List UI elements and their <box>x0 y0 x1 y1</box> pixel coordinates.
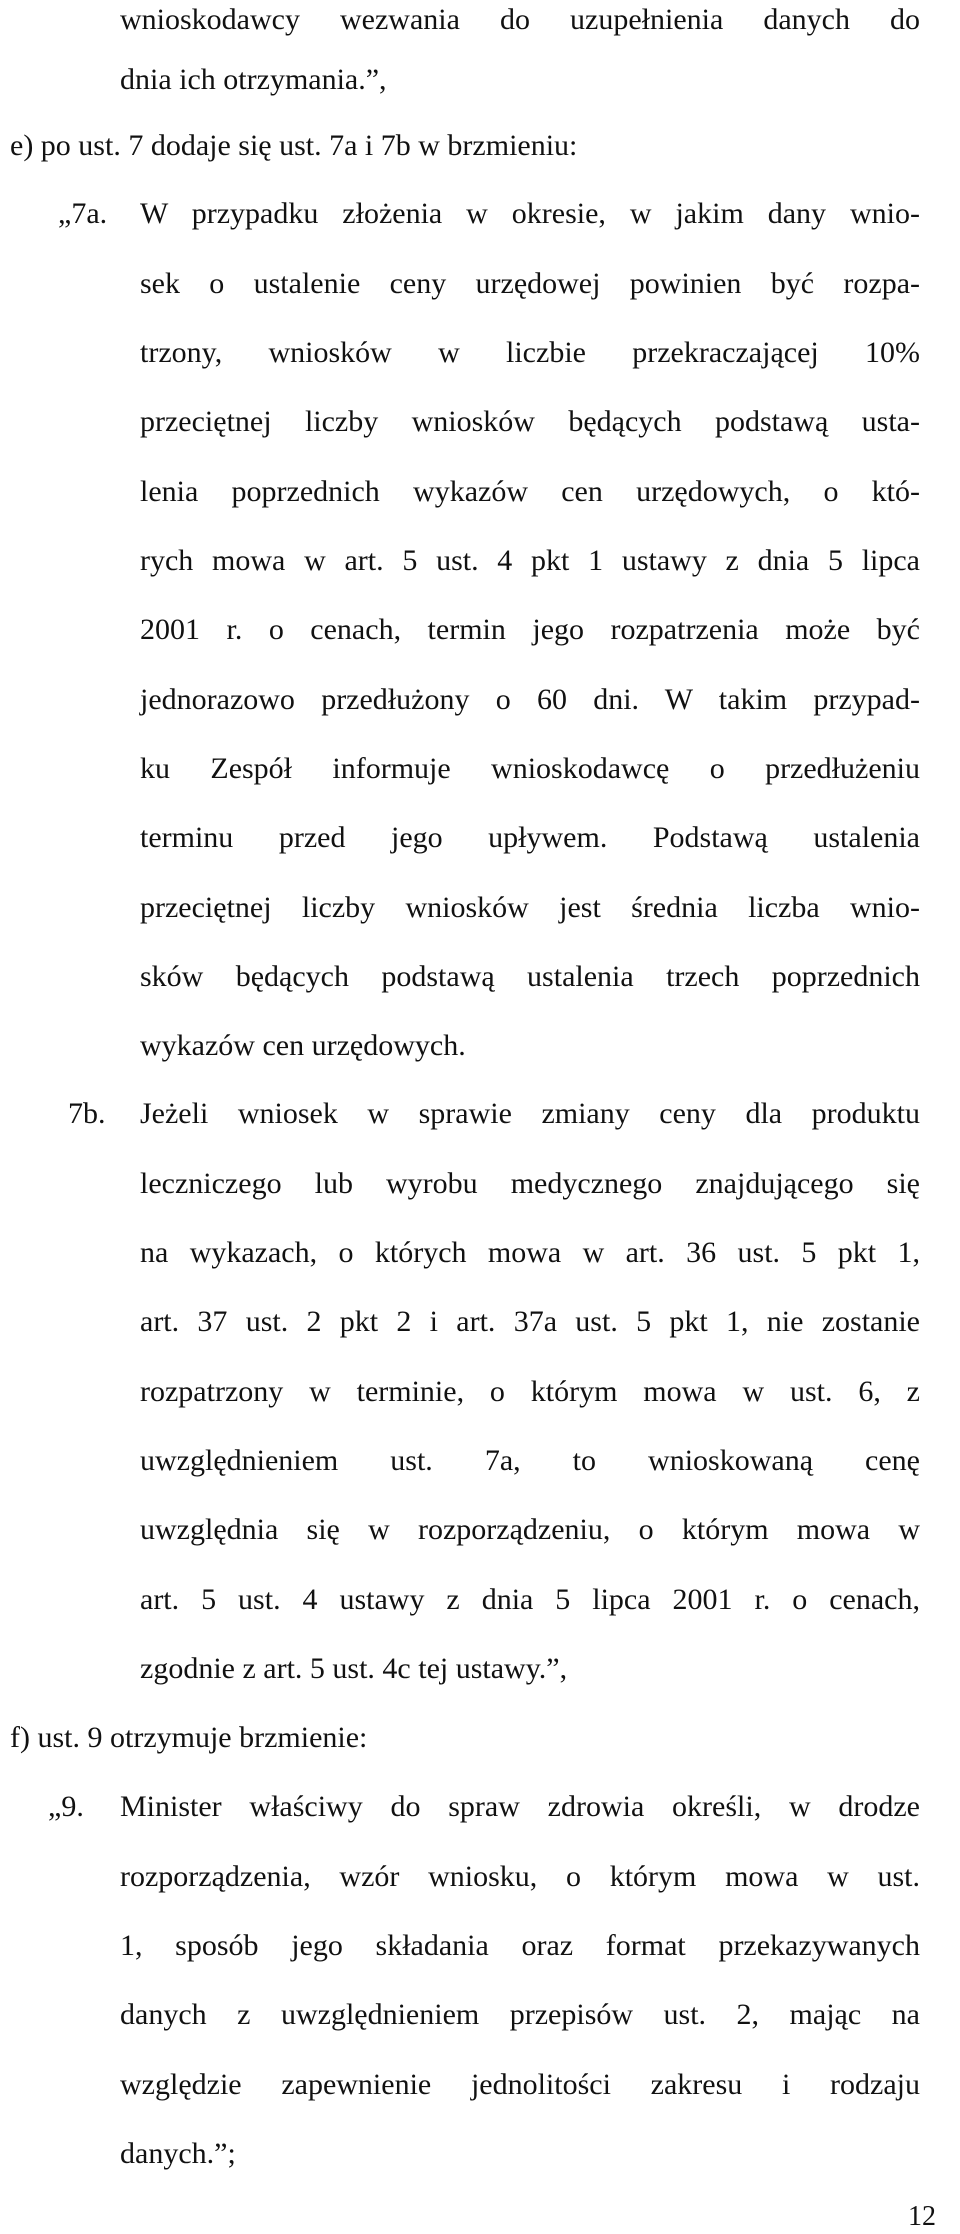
text-line: leczniczego lub wyrobu medycznego znajdującego się <box>140 1167 920 1200</box>
text-line: przeciętnej liczby wniosków jest średnia liczba wnio- <box>140 891 920 924</box>
text-line: rych mowa w art. 5 ust. 4 pkt 1 ustawy z dnia 5 lipca <box>140 544 920 577</box>
list-item-f: f) ust. 9 otrzymuje brzmienie: <box>10 1721 368 1754</box>
text-line: art. 37 ust. 2 pkt 2 i art. 37a ust. 5 pkt 1, nie zostanie <box>140 1305 920 1338</box>
text-line: Jeżeli wniosek w sprawie zmiany ceny dla produktu <box>140 1097 920 1130</box>
paragraph-marker-9: „9. <box>48 1790 84 1823</box>
text-line: danych.”; <box>120 2137 236 2170</box>
paragraph-marker-7b: 7b. <box>68 1097 106 1130</box>
text-line: Minister właściwy do spraw zdrowia określi, w drodze <box>120 1790 920 1823</box>
text-line: sek o ustalenie ceny urzędowej powinien być rozpa- <box>140 267 920 300</box>
text-line: na wykazach, o których mowa w art. 36 ust. 5 pkt 1, <box>140 1236 920 1269</box>
text-line: względzie zapewnienie jednolitości zakresu i rodzaju <box>120 2068 920 2101</box>
text-line: rozporządzenia, wzór wniosku, o którym mowa w ust. <box>120 1860 920 1893</box>
text-line: art. 5 ust. 4 ustawy z dnia 5 lipca 2001 r. o cenach, <box>140 1583 920 1616</box>
text-line: W przypadku złożenia w okresie, w jakim dany wnio- <box>140 197 920 230</box>
text-line: uwzględnieniem ust. 7a, to wnioskowaną cenę <box>140 1444 920 1477</box>
list-item-e: e) po ust. 7 dodaje się ust. 7a i 7b w brzmieniu: <box>10 129 578 162</box>
text-line: trzony, wniosków w liczbie przekraczającej 10% <box>140 336 920 369</box>
text-line: ku Zespół informuje wnioskodawcę o przedłużeniu <box>140 752 920 785</box>
text-line: jednorazowo przedłużony o 60 dni. W takim przypad- <box>140 683 920 716</box>
text-line: terminu przed jego upływem. Podstawą ustalenia <box>140 821 920 854</box>
text-line: 1, sposób jego składania oraz format przekazywanych <box>120 1929 920 1962</box>
text-line: wykazów cen urzędowych. <box>140 1029 466 1062</box>
text-line: przeciętnej liczby wniosków będących podstawą usta- <box>140 405 920 438</box>
text-line: dnia ich otrzymania.”, <box>120 63 387 96</box>
text-line: zgodnie z art. 5 ust. 4c tej ustawy.”, <box>140 1652 568 1685</box>
text-line: rozpatrzony w terminie, o którym mowa w ust. 6, z <box>140 1375 920 1408</box>
text-line: danych z uwzględnieniem przepisów ust. 2, mając na <box>120 1998 920 2031</box>
text-line: wnioskodawcy wezwania do uzupełnienia danych do <box>120 3 920 36</box>
text-line: sków będących podstawą ustalenia trzech poprzednich <box>140 960 920 993</box>
page-number: 12 <box>908 2201 936 2232</box>
text-line: uwzględnia się w rozporządzeniu, o którym mowa w <box>140 1513 920 1546</box>
text-line: 2001 r. o cenach, termin jego rozpatrzenia może być <box>140 613 920 646</box>
text-line: lenia poprzednich wykazów cen urzędowych, o któ- <box>140 475 920 508</box>
paragraph-marker-7a: „7a. <box>58 197 108 230</box>
